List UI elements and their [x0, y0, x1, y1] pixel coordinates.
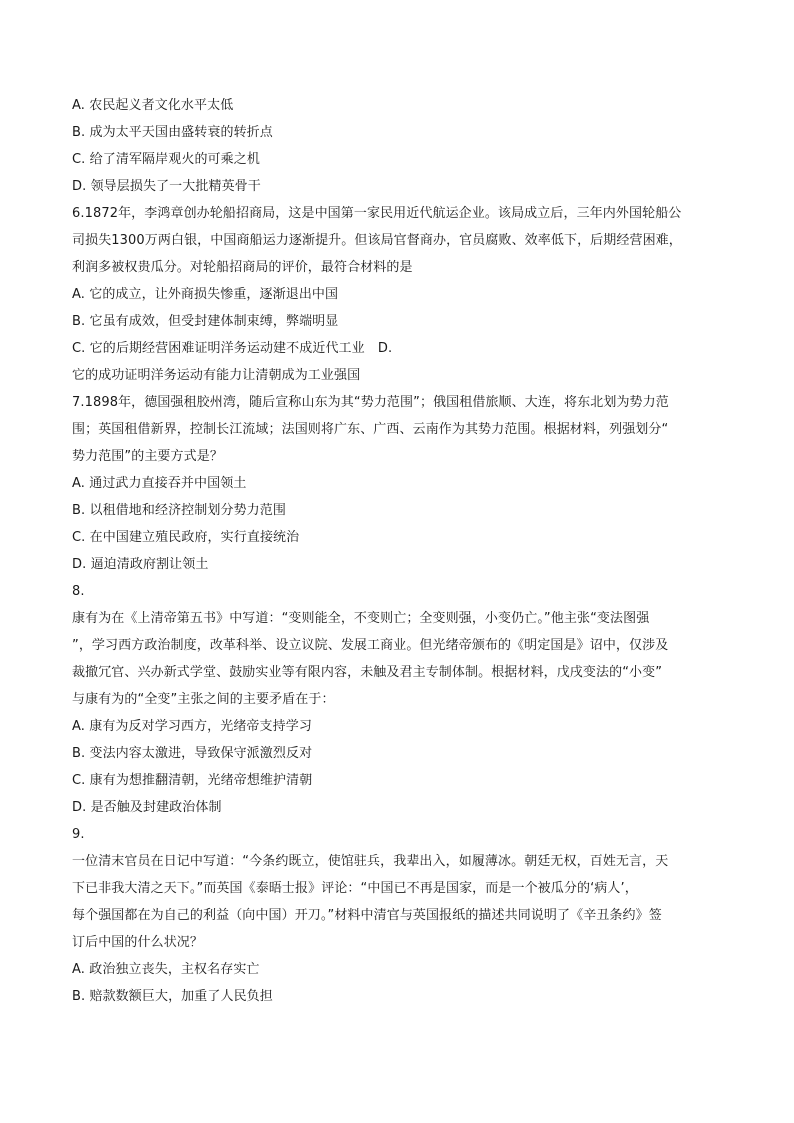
question-stem-line: 康有为在《上清帝第五书》中写道：“变则能全，不变则亡；全变则强，小变仍亡。”他主张“变法图强 [72, 611, 650, 626]
question-stem-line: 订后中国的什么状况？ [72, 935, 204, 950]
option-b: B. 赔款数额巨大，加重了人民负担 [72, 989, 273, 1004]
option-a: A. 它的成立，让外商损失惨重，逐渐退出中国 [72, 287, 339, 302]
question-9 [72, 821, 722, 1010]
question-stem-line: 势力范围”的主要方式是？ [72, 449, 223, 464]
question-stem-line: 7.1898年，德国强租胶州湾，随后宣称山东为其“势力范围”；俄国租借旅顺、大连，将东北划为势力范 [72, 395, 669, 410]
option-d: D. 是否触及封建政治体制 [72, 800, 222, 815]
option-c: C. 康有为想推翻清朝，光绪帝想维护清朝 [72, 773, 313, 788]
option-a: A. 康有为反对学习西方，光绪帝支持学习 [72, 719, 312, 734]
option-a: A. 政治独立丧失，主权名存实亡 [72, 962, 260, 977]
exam-content [72, 92, 722, 1010]
question-7 [72, 389, 722, 578]
question-stem-line: 利润多被权贵瓜分。对轮船招商局的评价，最符合材料的是 [72, 260, 413, 275]
option-c: C. 在中国建立殖民政府，实行直接统治 [72, 530, 300, 545]
question-stem-line: 下已非我大清之天下。”而英国《泰晤士报》评论：“中国已不再是国家，而是一个被瓜分的‘病人’， [72, 881, 638, 896]
question-number: 8. [72, 584, 85, 599]
option-d: D. 逼迫清政府割让领土 [72, 557, 209, 572]
option-b: B. 它虽有成效，但受封建体制束缚，弊端明显 [72, 314, 339, 329]
option-b: B. 以租借地和经济控制划分势力范围 [72, 503, 286, 518]
question-stem-line: 与康有为的“全变”主张之间的主要矛盾在于： [72, 692, 335, 707]
question-stem-line: 6.1872年，李鸿章创办轮船招商局，这是中国第一家民用近代航运企业。该局成立后，三年内外国轮船公 [72, 206, 682, 221]
question-stem-line: ”，学习西方政治制度，改革科举、设立议院、发展工商业。但光绪帝颁布的《明定国是》诏中，仅涉及 [72, 638, 669, 653]
question-5-options [72, 92, 722, 200]
question-6 [72, 200, 722, 389]
option-c: C. 它的后期经营困难证明洋务运动建不成近代工业 D. [72, 341, 393, 356]
option-b: B. 成为太平天国由盛转衰的转折点 [72, 125, 273, 140]
option-b: B. 变法内容太激进，导致保守派激烈反对 [72, 746, 313, 761]
question-stem-line: 围；英国租借新界，控制长江流域；法国则将广东、广西、云南作为其势力范围。根据材料，列强划分“ [72, 422, 669, 437]
option-c: C. 给了清军隔岸观火的可乘之机 [72, 152, 260, 167]
question-number: 9. [72, 827, 85, 842]
option-a: A. 通过武力直接吞并中国领土 [72, 476, 247, 491]
question-8 [72, 578, 722, 821]
question-stem-line: 司损失1300万两白银，中国商船运力逐渐提升。但该局官督商办，官员腐败、效率低下，后期经营困难， [72, 233, 682, 248]
question-stem-line: 裁撤冗官、兴办新式学堂、鼓励实业等有限内容，未触及君主专制体制。根据材料，戊戌变法的“小变” [72, 665, 663, 680]
question-stem-line: 每个强国都在为自己的利益（向中国）开刀。”材料中清官与英国报纸的描述共同说明了《辛丑条约》签 [72, 908, 662, 923]
option-d: 它的成功证明洋务运动有能力让清朝成为工业强国 [72, 368, 361, 383]
option-d: D. 领导层损失了一大批精英骨干 [72, 179, 261, 194]
option-a: A. 农民起义者文化水平太低 [72, 98, 234, 113]
question-stem-line: 一位清末官员在日记中写道：“今条约既立，使馆驻兵，我辈出入，如履薄冰。朝廷无权，百姓无言，天 [72, 854, 669, 869]
